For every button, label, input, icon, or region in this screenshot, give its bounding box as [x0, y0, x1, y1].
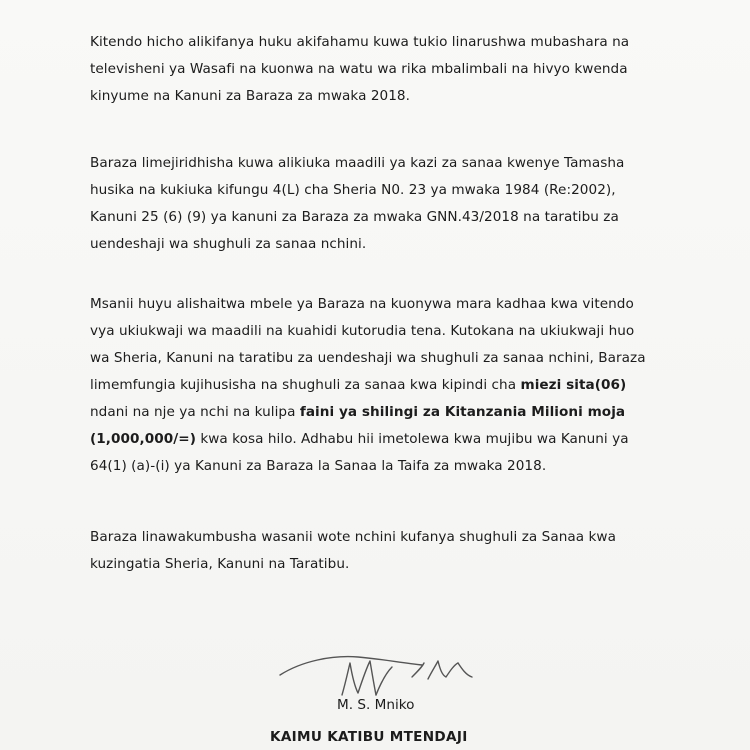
fine-description: faini ya shilingi za Kitanzania Milioni moja [299, 404, 626, 420]
line-text: limemfungia kujihusisha na shughuli za sanaa kwa kipindi cha [90, 377, 521, 393]
paragraph-line [90, 372, 680, 399]
paragraph-line [90, 426, 680, 453]
paragraph-line: uendeshaji wa shughuli za sanaa nchini. [90, 236, 367, 252]
paragraph-line: kinyume na Kanuni za Baraza za mwaka 2018. [90, 88, 410, 104]
paragraph-line: Baraza linawakumbusha wasanii wote nchini kufanya shughuli za Sanaa kwa [90, 529, 616, 545]
paragraph-line: televisheni ya Wasafi na kuonwa na watu wa rika mbalimbali na hivyo kwenda [90, 61, 628, 77]
signer-name: M. S. Mniko [337, 697, 415, 713]
penalty-duration: miezi sita(06) [520, 377, 627, 393]
paragraph-2 [90, 150, 680, 258]
paragraph-3 [90, 291, 680, 480]
paragraph-line: kuzingatia Sheria, Kanuni na Taratibu. [90, 556, 350, 572]
paragraph-line: Msanii huyu alishaitwa mbele ya Baraza na kuonywa mara kadhaa kwa vitendo [90, 296, 634, 312]
paragraph-line: Kanuni 25 (6) (9) ya kanuni za Baraza za mwaka GNN.43/2018 na taratibu za [90, 209, 619, 225]
fine-amount: (1,000,000/=) [90, 431, 196, 447]
handwritten-signature [262, 645, 502, 705]
line-text: kwa kosa hilo. Adhabu hii imetolewa kwa mujibu wa Kanuni ya [195, 431, 629, 447]
paragraph-1 [90, 29, 680, 110]
paragraph-line: wa Sheria, Kanuni na taratibu za uendeshaji wa shughuli za sanaa nchini, Baraza [90, 350, 646, 366]
paragraph-line: vya ukiukwaji wa maadili na kuahidi kutorudia tena. Kutokana na ukiukwaji huo [90, 323, 635, 339]
paragraph-line: Baraza limejiridhisha kuwa alikiuka maadili ya kazi za sanaa kwenye Tamasha [90, 155, 625, 171]
paragraph-line: 64(1) (a)-(i) ya Kanuni za Baraza la Sanaa la Taifa za mwaka 2018. [90, 458, 547, 474]
paragraph-4 [90, 524, 680, 578]
paragraph-line: husika na kukiuka kifungu 4(L) cha Sheria N0. 23 ya mwaka 1984 (Re:2002), [90, 182, 616, 198]
paragraph-line: Kitendo hicho alikifanya huku akifahamu kuwa tukio linarushwa mubashara na [90, 34, 630, 50]
paragraph-line [90, 399, 680, 426]
signer-title: KAIMU KATIBU MTENDAJI [270, 729, 468, 745]
line-text: ndani na nje ya nchi na kulipa [90, 404, 300, 420]
